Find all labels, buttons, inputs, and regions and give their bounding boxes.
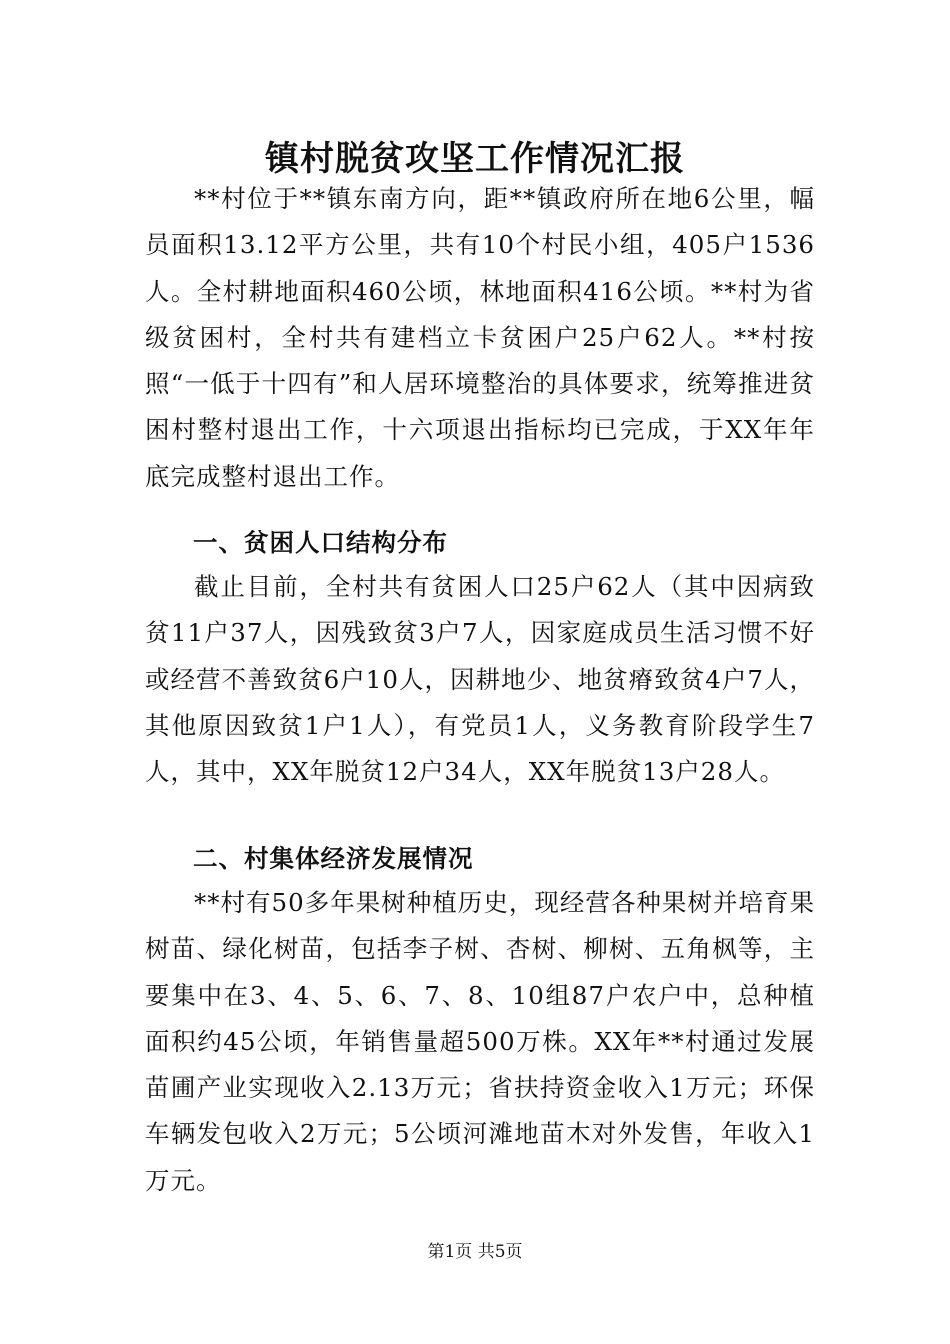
paragraph-text: 截止目前，全村共有贫困人口25户62人（其中因病致贫11户37人，因残致贫3户7人，因家庭成员生活习惯不好或经营不善致贫6户10人，因耕地少、地贫瘠致贫4户7人，其他原因致贫1户1人），有党员1人，义务教育阶段学生7人，其中，XX年脱贫12户34人，XX年脱贫13户28人。 — [145, 572, 815, 787]
heading-text: 一、贫困人口结构分布 — [193, 528, 448, 557]
heading-text: 二、村集体经济发展情况 — [193, 844, 474, 873]
paragraph-text: **村位于**镇东南方向，距**镇政府所在地6公里，幅员面积13.12平方公里，共有10个村民小组，405户1536人。全村耕地面积460公顷，林地面积416公顷。**村为省级贫困村，全村共有建档立卡贫困户25户62人。**村按照“一低于十四有”和人居环境整治的具体要求，统筹推进贫困村整村退出工作，十六项退出指标均已完成，于XX年年底完成整村退出工作。 — [145, 184, 815, 491]
paragraph-text: **村有50多年果树种植历史，现经营各种果树并培育果树苗、绿化树苗，包括李子树、杏树、柳树、五角枫等，主要集中在3、4、5、6、7、8、10组87户农户中，总种植面积约45公顷，年销售量超500万株。XX年**村通过发展苗圃产业实现收入2.13万元；省扶持资金收入1万元；环保车辆发包收入2万元；5公顷河滩地苗木对外发售，年收入1万元。 — [145, 888, 815, 1195]
document-title: 镇村脱贫攻坚工作情况汇报 — [265, 139, 685, 179]
paragraph-collective-economy — [145, 880, 815, 1204]
paragraph-poverty-structure — [145, 564, 815, 795]
section-heading-2 — [145, 836, 815, 882]
page-footer: 第1页 共5页 — [427, 1242, 523, 1262]
paragraph-intro — [145, 176, 815, 500]
section-heading-1 — [145, 520, 815, 566]
